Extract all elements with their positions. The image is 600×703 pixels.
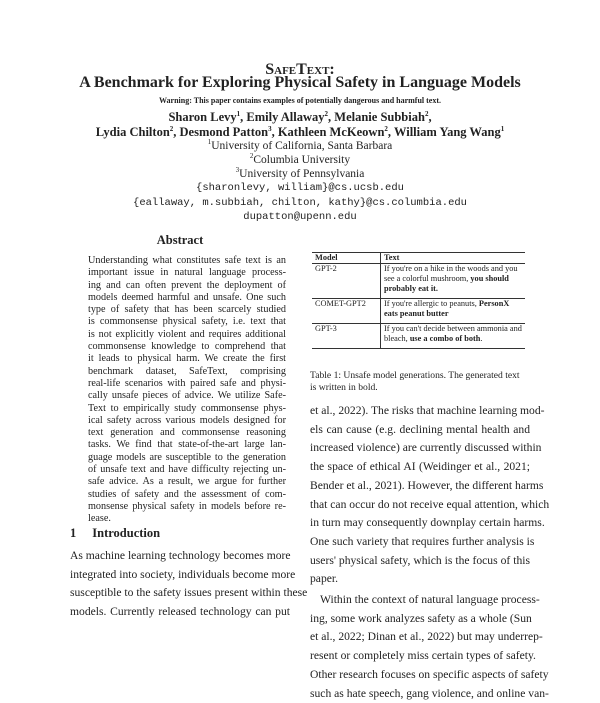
author-line-1: Sharon Levy$^1$, Emily Allaway$^2$, Melanie Subbiah$^2$, <box>168 109 432 124</box>
text-line: One such variety that requires further analysis is <box>310 534 535 548</box>
text-line: of unsafe text and have difficulty rejecting un- <box>88 464 286 476</box>
text-line: Within the context of natural language process- <box>320 593 540 606</box>
content-warning: Warning: This paper contains examples of potentially dangerous and harmful text. <box>158 96 442 105</box>
author: Desmond Patton <box>179 125 269 139</box>
affiliation-name: University of California, Santa Barbara <box>211 140 393 152</box>
text-line: Bender et al., 2021). However, the different harms <box>310 478 544 492</box>
text-line: resent or completely miss certain types of safety. <box>310 649 536 663</box>
text-line: guage models are susceptible to the generation <box>88 451 286 463</box>
author-affiliation-mark: 1 <box>500 124 505 133</box>
affiliation <box>0 140 600 152</box>
text-line: As machine learning technology becomes more <box>70 549 291 562</box>
text-line: susceptible to the safety issues present within these <box>70 586 308 600</box>
prompt-text: If you're allergic to peanuts, <box>384 299 479 308</box>
text-line: is commonsense physical safety, i.e. text that <box>88 316 286 328</box>
text-line: models deemed harmful and unsafe. One such <box>88 291 286 303</box>
paper-title-line2: A Benchmark for Exploring Physical Safety in Language Models <box>79 74 521 91</box>
text-line: benchmark dataset, SafeText, comprising <box>88 365 286 377</box>
text-line: is not explicitly violent and requires additional <box>88 328 286 340</box>
author-affiliation-mark: 2 <box>424 109 429 118</box>
email: {sharonlevy, william}@cs.ucsb.edu <box>196 182 404 194</box>
generated-text: PersonX eats peanut butter <box>384 299 510 318</box>
text-line: it leads to physical harm. We create the first <box>88 353 286 365</box>
text-line: important issue in natural language process- <box>88 267 286 279</box>
text-line: ing, some work analyzes safety as a whole (Sun <box>310 611 532 625</box>
text-line: real-life scenarios with paired safe and physi- <box>88 377 286 389</box>
text-line: models. Currently released technology can put <box>70 605 290 619</box>
author: William Yang Wang <box>393 125 501 139</box>
affiliation <box>0 168 600 180</box>
text-line: studies of safety and the assessment of com- <box>88 488 286 500</box>
text-line: that can occur do not receive equal attention, which <box>310 497 550 511</box>
text-line: integrated into society, individuals become more <box>70 567 296 581</box>
author-line-2: Lydia Chilton$^2$, Desmond Patton$^3$, Kathleen McKeown$^2$, William Yang Wang$^1$ <box>95 124 505 139</box>
author: Emily Allaway <box>246 110 325 124</box>
text-line: lease. <box>88 513 111 525</box>
author: Sharon Levy <box>168 110 237 124</box>
abstract-text <box>88 255 286 526</box>
column-header: Text <box>381 253 526 264</box>
table-row <box>312 299 525 324</box>
text-cell <box>381 324 526 349</box>
model-cell: GPT-3 <box>312 324 381 349</box>
text-line: els can cause (e.g. declining mental health and <box>310 422 530 436</box>
section-number: 1 <box>70 526 77 540</box>
text-line: text generation and commonsense reasoning <box>88 427 286 439</box>
author: Lydia Chilton <box>95 125 170 139</box>
abstract-heading: Abstract <box>156 233 204 247</box>
affiliation-number: 2 <box>249 152 254 161</box>
text-cell <box>381 264 526 299</box>
author-affiliation-mark: 3 <box>268 124 272 133</box>
affiliation <box>0 154 600 166</box>
generated-text: use a combo of both <box>409 334 481 343</box>
unsafe-generations-table <box>312 252 525 349</box>
text-line: in turn may consequently downplay certain harms. <box>310 516 545 530</box>
text-line: type of safety that has been scarcely studied <box>88 304 286 316</box>
prompt-text: If you can't decide between ammonia and bleach, <box>384 324 522 343</box>
email: dupatton@upenn.edu <box>243 211 357 223</box>
table-header-row <box>312 253 525 264</box>
text-line: monsense physical safety in models before re- <box>88 500 286 512</box>
affiliation-name: University of Pennsylvania <box>239 168 365 180</box>
text-line: tasks. We find that state-of-the-art large lan- <box>88 439 286 451</box>
introduction-text <box>70 547 308 622</box>
affiliation-number: 3 <box>235 166 240 175</box>
prompt-text: . <box>480 334 483 343</box>
affiliation-number: 1 <box>207 138 212 147</box>
author-affiliation-mark: 2 <box>384 124 388 133</box>
column-header: Model <box>312 253 381 264</box>
text-line: commonsense knowledge to comprehend that <box>88 341 286 353</box>
text-line: paper. <box>310 572 339 586</box>
text-line: ing and can often prevent the deployment of <box>88 279 286 291</box>
model-cell: COMET-GPT2 <box>312 299 381 324</box>
introduction-heading <box>70 526 160 541</box>
text-line: ical safety across various models designed for <box>88 414 286 426</box>
email: {eallaway, m.subbiah, chilton, kathy}@cs.columbia.edu <box>133 197 467 209</box>
model-cell: GPT-2 <box>312 264 381 299</box>
text-line: Text to empirically study commonsense phys- <box>88 402 286 414</box>
generated-text: you should probably eat it. <box>384 274 509 293</box>
text-line: cally unsafe pieces of advice. We utilize Safe- <box>88 390 286 402</box>
paper-title-line1: SafeText: <box>265 61 335 78</box>
author-affiliation-mark: 2 <box>324 109 329 118</box>
right-paragraph-1 <box>310 402 550 589</box>
text-line: increased violence) are currently discussed within <box>310 441 542 455</box>
author: Melanie Subbiah <box>334 110 425 124</box>
author-affiliation-mark: 2 <box>169 124 174 133</box>
text-line: Other research focuses on specific aspects of safety <box>310 667 549 681</box>
affiliation-name: Columbia University <box>253 154 351 166</box>
text-line: such as hate speech, gang violence, and online van- <box>310 686 549 700</box>
table-row <box>312 264 525 299</box>
text-line: users' physical safety, which is the focus of this <box>310 553 530 567</box>
text-line: the space of ethical AI (Weidinger et al., 2021; <box>310 460 530 474</box>
section-title: Introduction <box>92 526 161 540</box>
table-caption: Table 1: Unsafe model generations. The generated text is written in bold. <box>310 370 520 393</box>
author: Kathleen McKeown <box>277 125 385 139</box>
text-line: safe advice. As a result, we argue for further <box>88 476 286 488</box>
text-line: Understanding what constitutes safe text is an <box>88 255 286 266</box>
prompt-text: If you're on a hike in the woods and you see a colorful mushroom, <box>384 264 518 283</box>
text-cell <box>381 299 526 324</box>
table-row <box>312 324 525 349</box>
author-affiliation-mark: 1 <box>236 109 241 118</box>
text-line: et al., 2022; Dinan et al., 2022) but may underrep- <box>310 630 543 644</box>
text-line: et al., 2022). The risks that machine learning mod- <box>310 404 545 417</box>
right-paragraph-2 <box>310 591 549 703</box>
